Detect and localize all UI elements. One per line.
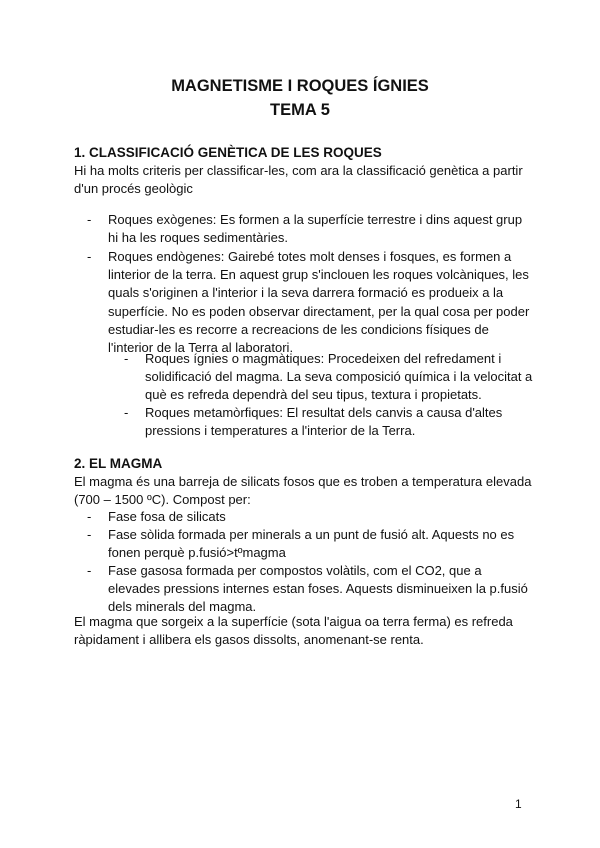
list-bullet: - [87,249,92,264]
list-bullet: - [124,351,129,366]
list-item [87,526,533,562]
list-item [87,211,533,247]
document-subtitle: TEMA 5 [270,101,330,119]
list-bullet: - [87,509,92,524]
section2-intro: El magma és una barreja de silicats fosos que es troben a temperatura elevada (700 – 1500 ºC). Compost per: [74,474,532,508]
list-bullet: - [87,563,92,578]
document-title: MAGNETISME I ROQUES ÍGNIES [171,77,429,95]
section2-closing: El magma que sorgeix a la superfície (sota l'aigua oa terra ferma) es refreda ràpidament i allibera els gasos dissolts, anomenant-se renta. [74,614,513,648]
page-number: 1 [515,797,522,811]
list-item-text: Fase fosa de silicats [108,509,226,524]
section1-intro: Hi ha molts criteris per classificar-les, com ara la classificació genètica a partir d'un procés geològic [74,163,523,197]
list-bullet: - [124,405,129,420]
list-item [87,248,533,357]
list-bullet: - [87,527,92,542]
list-item-text: Roques exògenes: Es formen a la superfície terrestre i dins aquest grup hi ha les roques sedimentàries. [108,212,523,246]
list-item-text: Roques ígnies o magmàtiques: Procedeixen del refredament i solidificació del magma. La seva composició química i la velocitat a què es refreda dependrà del seu tipus, textura i propietats. [145,351,533,403]
list-item-text: Fase gasosa formada per compostos volàtils, com el CO2, que a elevades pressions internes estan foses. Aquests disminueixen la p.fusió dels minerals del magma. [108,563,528,615]
list-bullet: - [87,212,92,227]
section2-heading: 2. EL MAGMA [74,456,163,471]
list-item [87,562,533,617]
list-item-nested [124,350,533,405]
list-item-text: Fase sòlida formada per minerals a un punt de fusió alt. Aquests no es fonen perquè p.fusió>tºmagma [108,527,515,561]
section1-heading: 1. CLASSIFICACIÓ GENÈTICA DE LES ROQUES [74,145,382,160]
list-item [87,508,533,526]
list-item-text: Roques metamòrfiques: El resultat dels canvis a causa d'altes pressions i temperatures a l'interior de la Terra. [145,405,503,439]
list-item-nested [124,404,533,440]
list-item-text: Roques endògenes: Gairebé totes molt denses i fosques, es formen a linterior de la terra. En aquest grup s'inclouen les roques volcàniques, les quals s'originen a l'interior i la seva darrera formació es produeix a la superfície. No es poden observar directament, per la qual cosa per poder estudiar-les es recorre a recreacions de les condicions físiques de l'interior de la Terra al laboratori. [108,249,530,356]
